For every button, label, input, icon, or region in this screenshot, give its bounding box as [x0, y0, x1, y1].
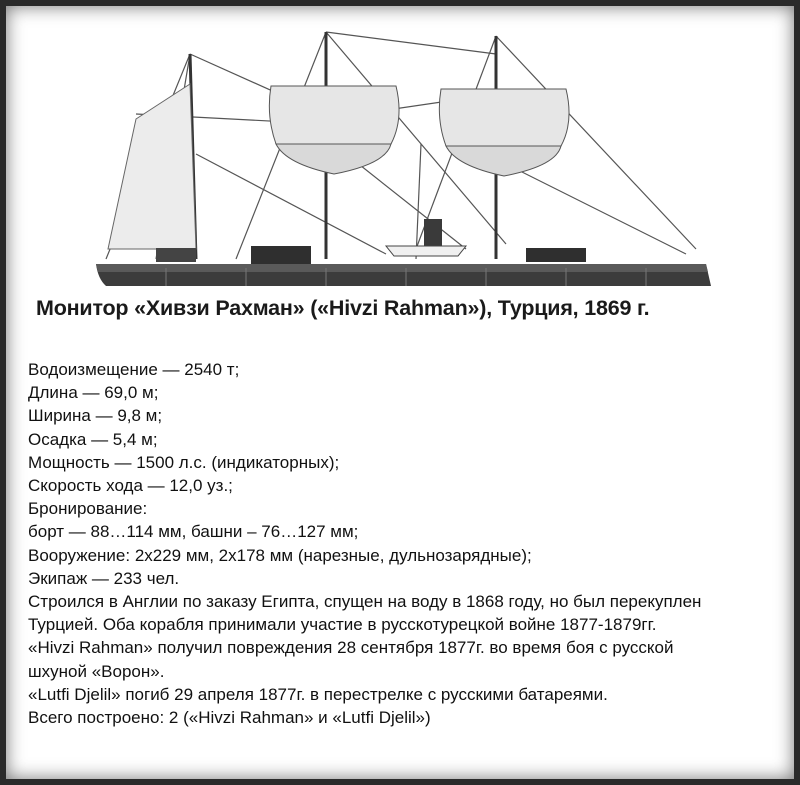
history-line-1: Строился в Англии по заказу Египта, спущен на воду в 1868 году, но был перекуплен — [28, 592, 702, 612]
history-line-2: Турцией. Оба корабля принимали участие в русскотурецкой войне 1877-1879гг. — [28, 615, 657, 635]
spec-displacement: Водоизмещение — 2540 т; — [28, 360, 240, 379]
history-line-4: шхуной «Ворон». — [28, 661, 165, 681]
spec-length: Длина — 69,0 м; — [28, 383, 159, 403]
spec-draft: Осадка — 5,4 м; — [28, 429, 158, 449]
spec-speed: Скорость хода — 12,0 уз.; — [28, 476, 233, 496]
spec-armor: борт — 88…114 мм, башни – 76…127 мм; — [28, 522, 359, 542]
ship-illustration — [86, 24, 726, 294]
spec-power: Мощность — 1500 л.с. (индикаторных); — [28, 452, 340, 472]
total-built: Всего построено: 2 («Hivzi Rahman» и «Lutfi Djelil») — [28, 708, 431, 728]
history-line-3: «Hivzi Rahman» получил повреждения 28 сентября 1877г. во время боя с русской — [28, 638, 674, 658]
spec-armor-heading: Бронирование: — [28, 499, 148, 519]
page-title: Монитор «Хивзи Рахман» («Hivzi Rahman»), Турция, 1869 г. — [36, 296, 650, 320]
spec-list — [28, 358, 788, 729]
spec-beam: Ширина — 9,8 м; — [28, 406, 163, 426]
history-line-5: «Lutfi Djelil» погиб 29 апреля 1877г. в перестрелке с русскими батареями. — [28, 684, 608, 704]
spec-crew: Экипаж — 233 чел. — [28, 568, 180, 588]
spec-armament: Вооружение: 2х229 мм, 2х178 мм (нарезные, дульнозарядные); — [28, 545, 532, 565]
info-card — [6, 6, 794, 779]
